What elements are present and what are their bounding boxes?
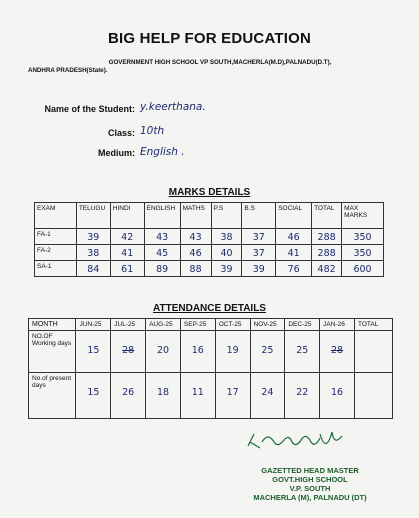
- attendance-cell: 11: [180, 373, 215, 419]
- attendance-cell: 28: [111, 331, 146, 373]
- max-marks-cell: 350: [342, 245, 384, 261]
- attendance-header-cell: JUL-25: [111, 319, 146, 331]
- mark-cell: 38: [211, 229, 242, 245]
- medium-value: English .: [140, 146, 185, 158]
- mark-cell: 39: [242, 261, 276, 277]
- marks-header-cell: TOTAL: [312, 203, 342, 229]
- marks-header-cell: HINDI: [110, 203, 144, 229]
- stamp-line-3: V.P. SOUTH: [289, 484, 331, 493]
- page-title: BIG HELP FOR EDUCATION: [107, 30, 312, 47]
- marks-header-cell: SOCIAL: [276, 203, 312, 229]
- attendance-cell: 28: [320, 331, 355, 373]
- marks-header-cell: MAX MARKS: [342, 203, 384, 229]
- marks-section-title: MARKS DETAILS: [168, 187, 251, 198]
- mark-cell: 45: [144, 245, 180, 261]
- attendance-header-cell: AUG-25: [146, 319, 181, 331]
- attendance-cell: 22: [285, 373, 320, 419]
- mark-cell: 39: [76, 229, 110, 245]
- attendance-header-cell: OCT-25: [215, 319, 250, 331]
- signature-image: [240, 428, 350, 458]
- mark-cell: 88: [180, 261, 211, 277]
- attendance-cell: 18: [146, 373, 181, 419]
- marks-header-cell: B.S: [242, 203, 276, 229]
- mark-cell: 89: [144, 261, 180, 277]
- student-name-value: y.keerthana.: [140, 101, 206, 113]
- marks-header-row: [35, 203, 384, 229]
- mark-cell: 46: [180, 245, 211, 261]
- marks-row: [35, 261, 384, 277]
- attendance-total-cell: [354, 373, 392, 419]
- mark-cell: 42: [110, 229, 144, 245]
- exam-name: FA-2: [35, 245, 77, 261]
- mark-cell: 43: [144, 229, 180, 245]
- attendance-header-cell: DEC-25: [285, 319, 320, 331]
- exam-name: SA-1: [35, 261, 77, 277]
- school-state: ANDHRA PRADESH(State).: [28, 67, 108, 74]
- school-name: GOVERNMENT HIGH SCHOOL VP SOUTH,MACHERLA(M.D),PALNADU(D.T),: [108, 59, 332, 66]
- stamp-line-2: GOVT.HIGH SCHOOL: [272, 475, 348, 484]
- attendance-cell: 16: [180, 331, 215, 373]
- attendance-cell: 20: [146, 331, 181, 373]
- attendance-cell: 15: [76, 331, 111, 373]
- marks-row: [35, 245, 384, 261]
- student-name-label: Name of the Student:: [44, 104, 135, 114]
- marks-header-cell: P.S: [211, 203, 242, 229]
- attendance-header-row: [29, 319, 393, 331]
- marks-table: [34, 202, 384, 277]
- class-label: Class:: [107, 128, 135, 138]
- attendance-header-cell: SEP-25: [180, 319, 215, 331]
- exam-name: FA-1: [35, 229, 77, 245]
- marks-header-cell: TELUGU: [76, 203, 110, 229]
- mark-cell: 40: [211, 245, 242, 261]
- row-label: NO.OF Working days: [29, 331, 76, 373]
- attendance-header-cell: JAN-26: [320, 319, 355, 331]
- mark-cell: 41: [110, 245, 144, 261]
- attendance-cell: 16: [320, 373, 355, 419]
- stamp-line-4: MACHERLA (M), PALNADU (DT): [253, 493, 367, 502]
- mark-cell: 41: [276, 245, 312, 261]
- marks-row: [35, 229, 384, 245]
- mark-cell: 39: [211, 261, 242, 277]
- present-days-row: [29, 373, 393, 419]
- attendance-cell: 15: [76, 373, 111, 419]
- mark-cell: 76: [276, 261, 312, 277]
- marks-header-cell: MATHS: [180, 203, 211, 229]
- mark-cell: 38: [76, 245, 110, 261]
- attendance-header-cell: JUN-25: [76, 319, 111, 331]
- total-cell: 288: [312, 229, 342, 245]
- mark-cell: 43: [180, 229, 211, 245]
- mark-cell: 61: [110, 261, 144, 277]
- attendance-table: [28, 318, 393, 419]
- attendance-header-cell: TOTAL: [354, 319, 392, 331]
- mark-cell: 37: [242, 245, 276, 261]
- marks-header-cell: EXAM: [35, 203, 77, 229]
- attendance-header-cell: NOV-25: [250, 319, 285, 331]
- total-cell: 482: [312, 261, 342, 277]
- mark-cell: 46: [276, 229, 312, 245]
- attendance-cell: 24: [250, 373, 285, 419]
- row-label: No.of present days: [29, 373, 76, 419]
- attendance-header-cell: MONTH: [29, 319, 76, 331]
- working-days-row: [29, 331, 393, 373]
- medium-label: Medium:: [98, 148, 135, 158]
- attendance-section-title: ATTENDANCE DETAILS: [153, 303, 266, 314]
- attendance-cell: 17: [215, 373, 250, 419]
- mark-cell: 37: [242, 229, 276, 245]
- attendance-cell: 25: [285, 331, 320, 373]
- stamp-line-1: GAZETTED HEAD MASTER: [261, 466, 359, 475]
- attendance-total-cell: [354, 331, 392, 373]
- total-cell: 288: [312, 245, 342, 261]
- class-value: 10th: [140, 125, 165, 137]
- marks-header-cell: ENGLISH: [144, 203, 180, 229]
- attendance-cell: 26: [111, 373, 146, 419]
- max-marks-cell: 600: [342, 261, 384, 277]
- attendance-cell: 25: [250, 331, 285, 373]
- mark-cell: 84: [76, 261, 110, 277]
- attendance-cell: 19: [215, 331, 250, 373]
- max-marks-cell: 350: [342, 229, 384, 245]
